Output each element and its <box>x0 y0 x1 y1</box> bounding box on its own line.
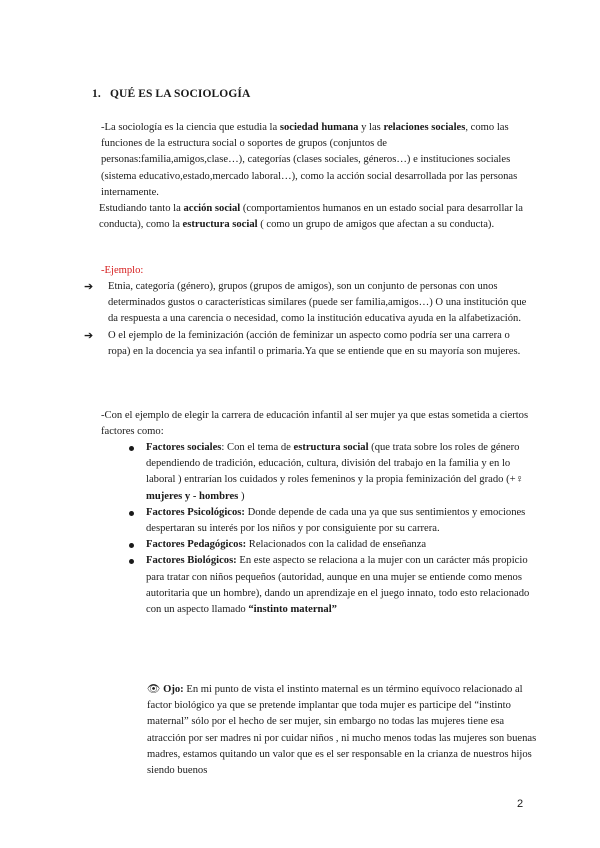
intro-paragraph-2: Estudiando tanto la acción social (comportamientos humanos en un estado social para desarrollar la conducta), como la estructura social ( como un grupo de amigos que afectan a su conducta). <box>99 203 523 231</box>
bullet-icon <box>129 511 134 516</box>
list-item: Factores Biológicos: En este aspecto se relaciona a la mujer con un carácter más propicio para tratar con niños pequeños (autoridad, aunque en una mujer se entiende como menos autoritaria que un hombre), dando un aprendizaje en el juego innato, todo esto relacionado con un aspecto llamado “instinto maternal” <box>125 553 535 618</box>
factors-list <box>125 440 535 618</box>
section-number: 1. <box>92 88 101 100</box>
section-title: QUÉ ES LA SOCIOLOGÍA <box>110 88 251 100</box>
example-label: -Ejemplo: <box>101 265 144 276</box>
example-list <box>84 279 534 360</box>
bullet-icon <box>129 559 134 564</box>
term-relaciones-sociales: relaciones sociales <box>383 122 466 133</box>
factors-intro: -Con el ejemplo de elegir la carrera de educación infantil al ser mujer ya que estas sometida a ciertos factores como: <box>101 410 529 438</box>
list-item: ➔ O el ejemplo de la feminización (acción de feminizar un aspecto como podría ser una carrera o ropa) en la docencia ya sea infantil o primaria.Ya que se entiende que en su mayoría son mujeres. <box>84 329 521 357</box>
bullet-icon <box>129 446 134 451</box>
arrow-right-icon: ➔ <box>84 281 94 293</box>
term-accion-social: acción social <box>183 203 241 215</box>
term-estructura-social: estructura social <box>182 219 258 231</box>
list-item: Factores Psicológicos: Donde depende de cada una ya que sus sentimientos y emociones despertaran su interés por los niños y por consiguiente por su carrera. <box>125 505 535 537</box>
ojo-label: Ojo: <box>163 684 184 695</box>
intro-paragraph-1: -La sociología es la ciencia que estudia la sociedad humana y las relaciones sociales, como las funciones de la estructura social o soportes de grupos (conjuntos de personas:familia,amigos,clase…), categorías (clases sociales, géneros…) e instituciones sociales (sistema educativo,estado,mercado laboral…), como la acción social desarrollada por las personas internamente. <box>101 122 518 198</box>
intro-block <box>101 120 531 233</box>
arrow-right-icon: ➔ <box>84 329 94 342</box>
section-heading <box>92 88 250 100</box>
page-number: 2 <box>517 798 524 810</box>
list-item: Factores Pedagógicos: Relacionados con la calidad de enseñanza <box>125 537 535 553</box>
term-sociedad-humana: sociedad humana <box>279 122 359 133</box>
bullet-icon <box>129 543 134 548</box>
eye-icon: 👁 <box>147 684 161 695</box>
list-item: ➔ Etnia, categoría (género), grupos (grupos de amigos), son un conjunto de personas con unos determinados gustos o características similares (puede ser familia,amigos…) O una institución que da respuesta a una carencia o necesidad, como la institución educativa ayuda en la alfabetización. <box>84 281 527 325</box>
ojo-text: En mi punto de vista el instinto maternal es un término equívoco relacionado al factor biológico ya que se pretende implantar que toda mujer es participe del “instinto maternal” sólo por el hecho de ser mujer, sin embargo no todas las mujeres tiene esa atracción por ser madres ni por cuidar niños , ni mucho menos todas las mujeres son buenas madres, estamos quitando un valor que es el ser responsable en la crianza de nuestros hijos siendo buenos <box>147 684 537 777</box>
ojo-note <box>147 682 537 779</box>
list-item: Factores sociales: Con el tema de estructura social (que trata sobre los roles de género dependiendo de tradición, educación, cultura, división del trabajo en la familia y en lo laboral ) entrarían los cuidados y roles femeninos y la propia feminización del grado (+♀ mujeres y - hombres ) <box>125 440 535 505</box>
